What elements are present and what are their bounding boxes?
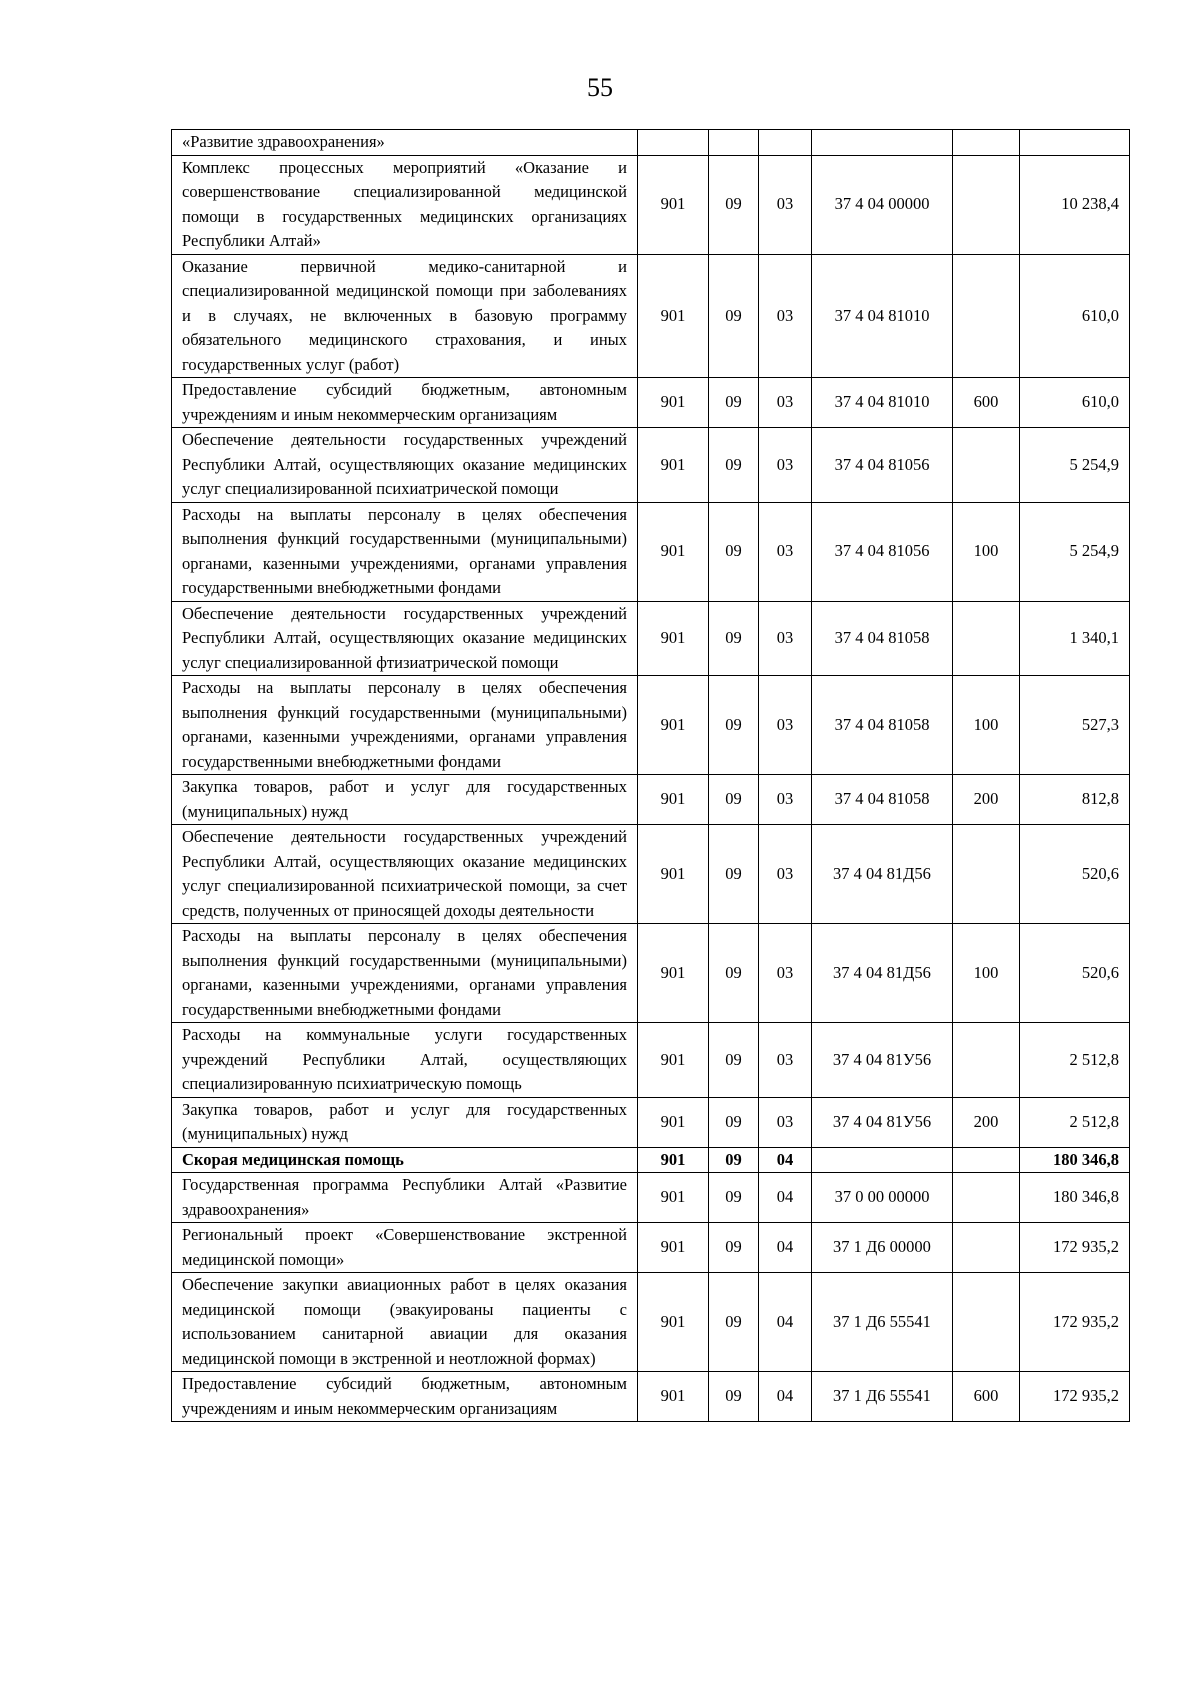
amount-cell: 2 512,8 (1020, 1023, 1130, 1098)
grbs-cell: 901 (638, 924, 709, 1023)
target-article-cell: 37 0 00 00000 (812, 1173, 953, 1223)
table-row (172, 378, 1130, 428)
expense-type-cell (953, 1273, 1020, 1372)
amount-cell: 610,0 (1020, 254, 1130, 378)
grbs-cell: 901 (638, 825, 709, 924)
expense-type-cell (953, 155, 1020, 254)
amount-cell: 172 935,2 (1020, 1223, 1130, 1273)
table-row (172, 924, 1130, 1023)
subsection-cell: 03 (759, 1023, 812, 1098)
amount-cell: 1 340,1 (1020, 601, 1130, 676)
expense-type-cell: 600 (953, 378, 1020, 428)
expense-type-cell: 200 (953, 775, 1020, 825)
section-cell: 09 (709, 1097, 759, 1147)
target-article-cell: 37 4 04 81010 (812, 254, 953, 378)
section-cell: 09 (709, 502, 759, 601)
amount-cell: 10 238,4 (1020, 155, 1130, 254)
section-cell: 09 (709, 254, 759, 378)
section-cell: 09 (709, 1173, 759, 1223)
row-name-cell: Расходы на выплаты персоналу в целях обеспечения выполнения функций государственными (муниципальными) органами, казенными учреждениями, органами управления государственными внебюджетными фондами (172, 676, 638, 775)
amount-cell: 5 254,9 (1020, 428, 1130, 503)
grbs-cell: 901 (638, 155, 709, 254)
row-name-cell: Предоставление субсидий бюджетным, автономным учреждениям и иным некоммерческим организациям (172, 378, 638, 428)
table-row (172, 155, 1130, 254)
grbs-cell: 901 (638, 1273, 709, 1372)
grbs-cell: 901 (638, 1023, 709, 1098)
table-row (172, 1173, 1130, 1223)
row-name-cell: Скорая медицинская помощь (172, 1147, 638, 1173)
expense-type-cell (953, 1147, 1020, 1173)
amount-cell: 812,8 (1020, 775, 1130, 825)
target-article-cell: 37 4 04 00000 (812, 155, 953, 254)
table-row (172, 130, 1130, 156)
subsection-cell: 03 (759, 378, 812, 428)
table-row (172, 502, 1130, 601)
expense-type-cell (953, 130, 1020, 156)
amount-cell: 610,0 (1020, 378, 1130, 428)
row-name-cell: Региональный проект «Совершенствование экстренной медицинской помощи» (172, 1223, 638, 1273)
subsection-cell: 03 (759, 825, 812, 924)
expense-type-cell: 100 (953, 676, 1020, 775)
page-number: 55 (587, 73, 613, 102)
subsection-cell: 04 (759, 1372, 812, 1422)
expense-type-cell (953, 428, 1020, 503)
grbs-cell (638, 130, 709, 156)
subsection-cell: 03 (759, 502, 812, 601)
row-name-cell: Оказание первичной медико-санитарной и специализированной медицинской помощи при заболеваниях и в случаях, не включенных в базовую программу обязательного медицинского страхования, и иных государственных услуг (работ) (172, 254, 638, 378)
grbs-cell: 901 (638, 378, 709, 428)
target-article-cell: 37 4 04 81056 (812, 428, 953, 503)
subsection-cell: 03 (759, 676, 812, 775)
row-name-cell: Обеспечение закупки авиационных работ в целях оказания медицинской помощи (эвакуированы пациенты с использованием санитарной авиации для оказания медицинской помощи в экстренной и неотложной формах) (172, 1273, 638, 1372)
target-article-cell: 37 4 04 81058 (812, 676, 953, 775)
amount-cell (1020, 130, 1130, 156)
row-name-cell: Закупка товаров, работ и услуг для государственных (муниципальных) нужд (172, 775, 638, 825)
subsection-cell: 04 (759, 1147, 812, 1173)
expense-type-cell (953, 601, 1020, 676)
amount-cell: 520,6 (1020, 924, 1130, 1023)
grbs-cell: 901 (638, 254, 709, 378)
target-article-cell: 37 4 04 81058 (812, 601, 953, 676)
amount-cell: 180 346,8 (1020, 1173, 1130, 1223)
table-row (172, 1147, 1130, 1173)
table-row (172, 825, 1130, 924)
expense-type-cell (953, 1223, 1020, 1273)
target-article-cell: 37 4 04 81010 (812, 378, 953, 428)
row-name-cell: Комплекс процессных мероприятий «Оказание и совершенствование специализированной медицинской помощи в государственных медицинских организациях Республики Алтай» (172, 155, 638, 254)
row-name-cell: Обеспечение деятельности государственных учреждений Республики Алтай, осуществляющих оказание медицинских услуг специализированной фтизиатрической помощи (172, 601, 638, 676)
expense-type-cell (953, 254, 1020, 378)
expense-type-cell: 100 (953, 502, 1020, 601)
section-cell: 09 (709, 1147, 759, 1173)
target-article-cell: 37 1 Д6 55541 (812, 1372, 953, 1422)
row-name-cell: Расходы на коммунальные услуги государственных учреждений Республики Алтай, осуществляющих специализированную психиатрическую помощь (172, 1023, 638, 1098)
row-name-cell: Государственная программа Республики Алтай «Развитие здравоохранения» (172, 1173, 638, 1223)
target-article-cell: 37 4 04 81058 (812, 775, 953, 825)
table-row (172, 676, 1130, 775)
grbs-cell: 901 (638, 1097, 709, 1147)
target-article-cell (812, 130, 953, 156)
row-name-cell: «Развитие здравоохранения» (172, 130, 638, 156)
grbs-cell: 901 (638, 428, 709, 503)
section-cell: 09 (709, 676, 759, 775)
budget-table (171, 129, 1130, 1422)
row-name-cell: Предоставление субсидий бюджетным, автономным учреждениям и иным некоммерческим организациям (172, 1372, 638, 1422)
section-cell: 09 (709, 378, 759, 428)
section-cell: 09 (709, 428, 759, 503)
grbs-cell: 901 (638, 775, 709, 825)
subsection-cell: 03 (759, 775, 812, 825)
expense-type-cell (953, 1173, 1020, 1223)
row-name-cell: Закупка товаров, работ и услуг для государственных (муниципальных) нужд (172, 1097, 638, 1147)
subsection-cell: 04 (759, 1223, 812, 1273)
amount-cell: 2 512,8 (1020, 1097, 1130, 1147)
target-article-cell: 37 1 Д6 00000 (812, 1223, 953, 1273)
grbs-cell: 901 (638, 1173, 709, 1223)
subsection-cell (759, 130, 812, 156)
table-row (172, 601, 1130, 676)
table-row (172, 1097, 1130, 1147)
expense-type-cell (953, 1023, 1020, 1098)
table-row (172, 1273, 1130, 1372)
table-row (172, 428, 1130, 503)
section-cell: 09 (709, 825, 759, 924)
expense-type-cell (953, 825, 1020, 924)
section-cell: 09 (709, 155, 759, 254)
section-cell: 09 (709, 1372, 759, 1422)
table-row (172, 254, 1130, 378)
subsection-cell: 03 (759, 155, 812, 254)
subsection-cell: 04 (759, 1273, 812, 1372)
expense-type-cell: 100 (953, 924, 1020, 1023)
subsection-cell: 03 (759, 1097, 812, 1147)
section-cell (709, 130, 759, 156)
subsection-cell: 03 (759, 254, 812, 378)
subsection-cell: 03 (759, 924, 812, 1023)
amount-cell: 180 346,8 (1020, 1147, 1130, 1173)
grbs-cell: 901 (638, 1223, 709, 1273)
row-name-cell: Обеспечение деятельности государственных учреждений Республики Алтай, осуществляющих оказание медицинских услуг специализированной психиатрической помощи, за счет средств, полученных от приносящей доходы деятельности (172, 825, 638, 924)
expense-type-cell: 200 (953, 1097, 1020, 1147)
section-cell: 09 (709, 924, 759, 1023)
table-row (172, 1223, 1130, 1273)
subsection-cell: 04 (759, 1173, 812, 1223)
grbs-cell: 901 (638, 676, 709, 775)
amount-cell: 527,3 (1020, 676, 1130, 775)
grbs-cell: 901 (638, 601, 709, 676)
target-article-cell: 37 4 04 81У56 (812, 1097, 953, 1147)
target-article-cell: 37 4 04 81Д56 (812, 825, 953, 924)
target-article-cell (812, 1147, 953, 1173)
section-cell: 09 (709, 1023, 759, 1098)
table-row (172, 1372, 1130, 1422)
target-article-cell: 37 4 04 81Д56 (812, 924, 953, 1023)
grbs-cell: 901 (638, 1372, 709, 1422)
amount-cell: 172 935,2 (1020, 1273, 1130, 1372)
amount-cell: 520,6 (1020, 825, 1130, 924)
section-cell: 09 (709, 775, 759, 825)
section-cell: 09 (709, 601, 759, 676)
expense-type-cell: 600 (953, 1372, 1020, 1422)
table-row (172, 1023, 1130, 1098)
amount-cell: 172 935,2 (1020, 1372, 1130, 1422)
subsection-cell: 03 (759, 428, 812, 503)
row-name-cell: Расходы на выплаты персоналу в целях обеспечения выполнения функций государственными (муниципальными) органами, казенными учреждениями, органами управления государственными внебюджетными фондами (172, 502, 638, 601)
grbs-cell: 901 (638, 502, 709, 601)
budget-table-body (172, 130, 1130, 1422)
grbs-cell: 901 (638, 1147, 709, 1173)
target-article-cell: 37 1 Д6 55541 (812, 1273, 953, 1372)
amount-cell: 5 254,9 (1020, 502, 1130, 601)
target-article-cell: 37 4 04 81056 (812, 502, 953, 601)
target-article-cell: 37 4 04 81У56 (812, 1023, 953, 1098)
row-name-cell: Расходы на выплаты персоналу в целях обеспечения выполнения функций государственными (муниципальными) органами, казенными учреждениями, органами управления государственными внебюджетными фондами (172, 924, 638, 1023)
section-cell: 09 (709, 1223, 759, 1273)
row-name-cell: Обеспечение деятельности государственных учреждений Республики Алтай, осуществляющих оказание медицинских услуг специализированной психиатрической помощи (172, 428, 638, 503)
table-row (172, 775, 1130, 825)
subsection-cell: 03 (759, 601, 812, 676)
section-cell: 09 (709, 1273, 759, 1372)
